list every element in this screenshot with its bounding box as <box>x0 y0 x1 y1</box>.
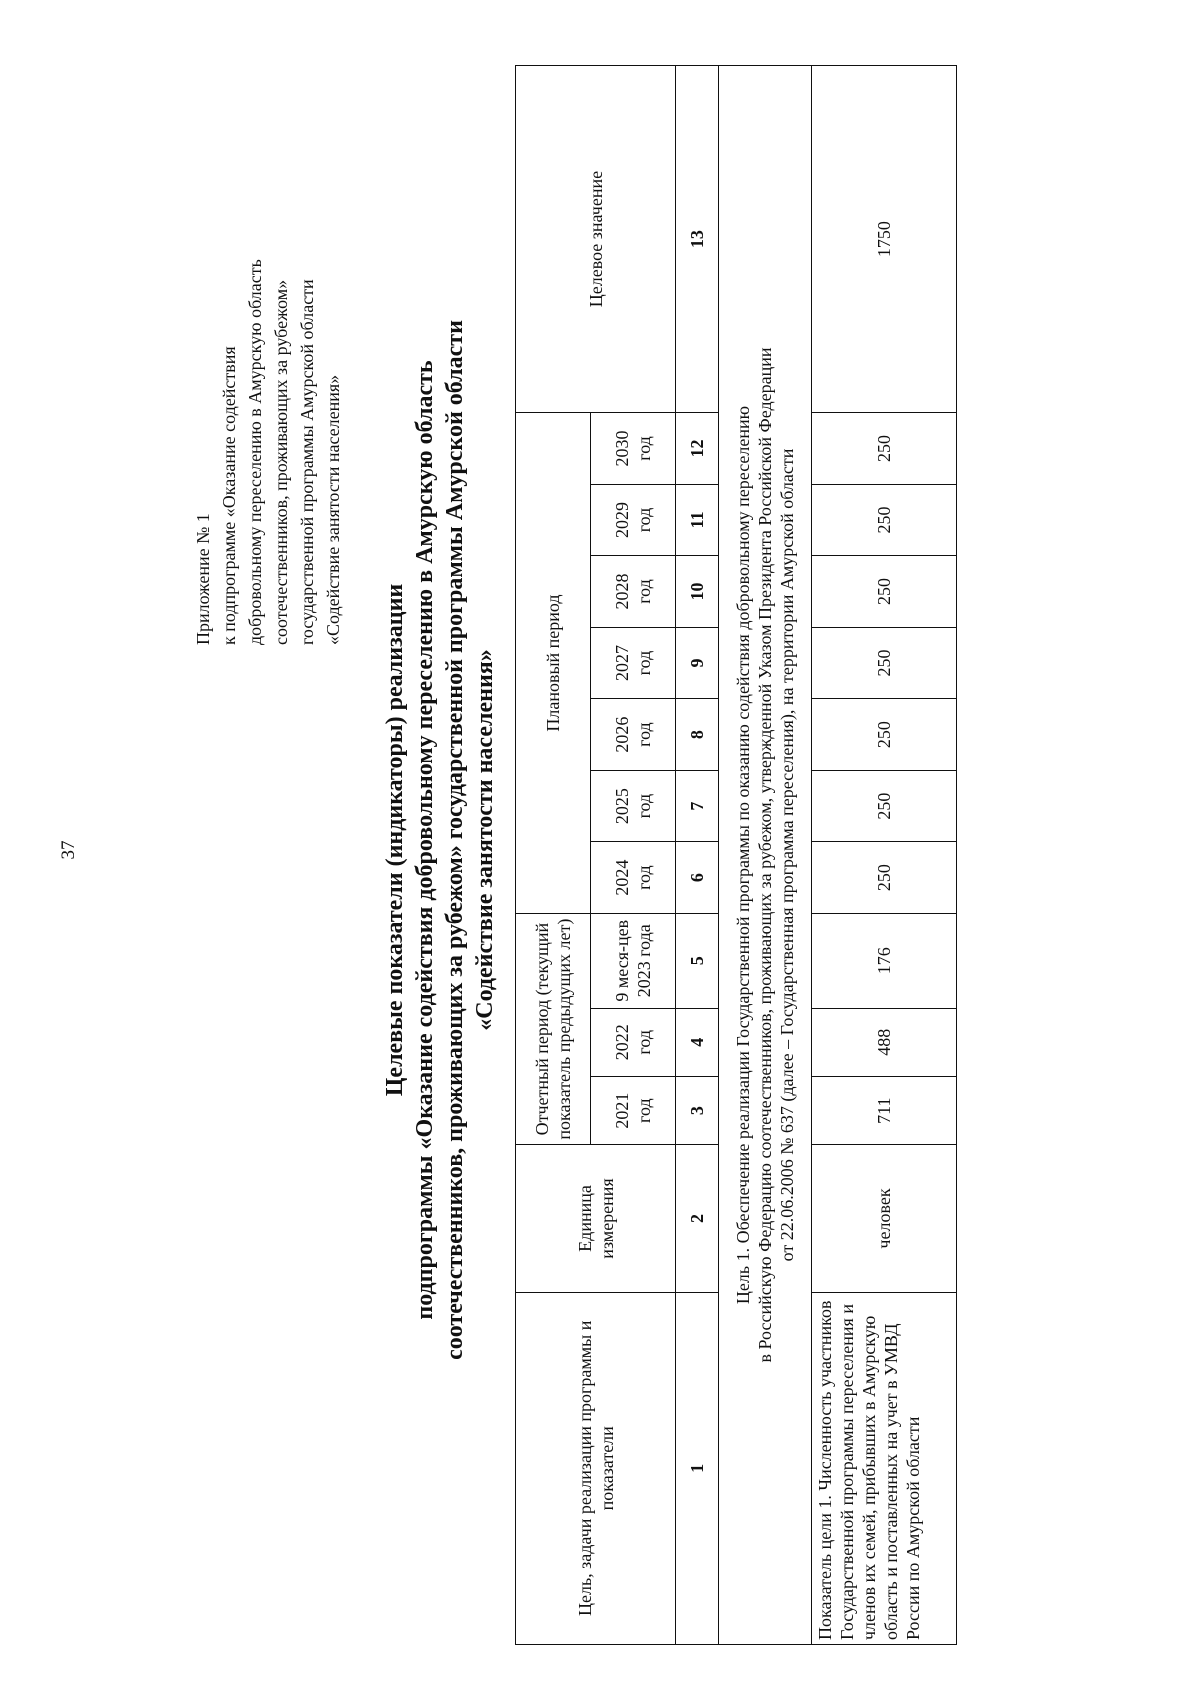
header-year-2028: 2028 год <box>591 556 676 628</box>
indicator-value-9-months-2023: 176 <box>812 913 957 1008</box>
indicator-value-2028: 250 <box>812 556 957 628</box>
indicator-target-value: 1750 <box>812 66 957 413</box>
header-year-2026: 2026 год <box>591 699 676 771</box>
indicator-value-2029: 250 <box>812 484 957 556</box>
column-number-row <box>676 66 719 1645</box>
column-number: 4 <box>676 1008 719 1076</box>
page-number: 37 <box>58 840 79 860</box>
indicator-value-2030: 250 <box>812 413 957 485</box>
appendix-line: «Содействие занятости населения» <box>323 374 343 645</box>
header-9-months-2023: 9 меся-цев 2023 года <box>591 913 676 1008</box>
title-line: Целевые показатели (индикаторы) реализации <box>382 583 408 1097</box>
column-number: 8 <box>676 699 719 771</box>
header-planned-period: Плановый период <box>516 413 591 914</box>
indicator-value-2025: 250 <box>812 770 957 842</box>
appendix-line: к подпрограмме «Оказание содействия <box>219 346 239 645</box>
header-row <box>516 66 591 1645</box>
title-line: «Содействие занятости населения» <box>472 649 498 1031</box>
header-year-2030: 2030 год <box>591 413 676 485</box>
indicator-value-2027: 250 <box>812 627 957 699</box>
column-number: 5 <box>676 913 719 1008</box>
goal-line: от 22.06.2006 № 637 (далее – Государственная программа переселения), на территории Амурской области <box>777 448 797 1262</box>
document-title <box>380 100 500 1580</box>
indicator-name: Показатель цели 1. Численность участников Государственной программы переселения и членов их семей, прибывших в Амурскую область и поставленных на учет в УМВД России по Амурской области <box>812 1292 957 1644</box>
appendix-line: Приложение № 1 <box>193 513 213 645</box>
header-year-2022: 2022 год <box>591 1008 676 1076</box>
indicator-row <box>812 66 957 1645</box>
column-number: 13 <box>676 66 719 413</box>
header-year-2027: 2027 год <box>591 627 676 699</box>
column-number: 2 <box>676 1145 719 1292</box>
column-number: 12 <box>676 413 719 485</box>
appendix-line: соотечественников, проживающих за рубежом» <box>271 279 291 645</box>
header-year-2029: 2029 год <box>591 484 676 556</box>
goal-cell <box>719 66 812 1645</box>
column-number: 11 <box>676 484 719 556</box>
goal-line: в Российскую Федерацию соотечественников, проживающих за рубежом, утвержденной Указом Президента Российской Федерации <box>755 347 775 1363</box>
indicator-unit: человек <box>812 1145 957 1292</box>
column-number: 7 <box>676 770 719 842</box>
goal-row <box>719 66 812 1645</box>
column-number: 6 <box>676 842 719 914</box>
indicator-value-2026: 250 <box>812 699 957 771</box>
header-year-2025: 2025 год <box>591 770 676 842</box>
header-target-value: Целевое значение <box>516 66 676 413</box>
indicator-value-2021: 711 <box>812 1076 957 1144</box>
header-unit-col: Единица измерения <box>516 1145 676 1292</box>
title-line: подпрограммы «Оказание содействия добровольному переселению в Амурскую область <box>412 360 438 1320</box>
column-number: 9 <box>676 627 719 699</box>
title-line: соотечественников, проживающих за рубежом» государственной программы Амурской области <box>442 320 468 1360</box>
column-number: 3 <box>676 1076 719 1144</box>
indicators-table <box>515 65 957 1645</box>
indicator-value-2024: 250 <box>812 842 957 914</box>
header-year-2021: 2021 год <box>591 1076 676 1144</box>
header-goal-col: Цель, задачи реализации программы и показатели <box>516 1292 676 1644</box>
goal-line: Цель 1. Обеспечение реализации Государственной программы по оказанию содействия добровольному переселению <box>733 405 753 1305</box>
header-year-2024: 2024 год <box>591 842 676 914</box>
indicator-value-2022: 488 <box>812 1008 957 1076</box>
appendix-note <box>190 5 346 645</box>
appendix-line: государственной программы Амурской области <box>297 279 317 645</box>
column-number: 10 <box>676 556 719 628</box>
column-number: 1 <box>676 1292 719 1644</box>
appendix-line: добровольному переселению в Амурскую область <box>245 259 265 645</box>
header-reporting-period: Отчетный период (текущий показатель предыдущих лет) <box>516 913 591 1144</box>
